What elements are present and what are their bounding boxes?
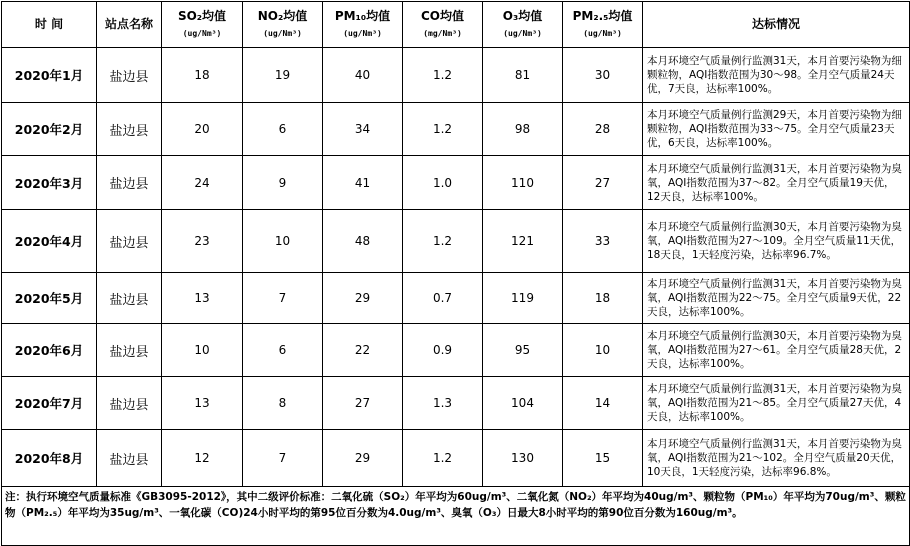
header-unit: (ug/Nm³): [263, 28, 302, 38]
table-row: [2, 324, 910, 377]
pm10-cell: 41: [323, 156, 403, 210]
month-cell: 2020年7月: [2, 377, 97, 430]
site-cell: 盐边县: [97, 48, 162, 103]
status-cell: 本月环境空气质量例行监测31天，本月首要污染物为臭氧，AQI指数范围为21～102。全月空气质量20天优，10天良，1天轻度污染，达标率96.8%。: [643, 430, 910, 487]
so2-cell: 20: [162, 103, 243, 156]
so2-cell: 13: [162, 377, 243, 430]
no2-cell: 6: [243, 324, 323, 377]
no2-cell: 7: [243, 273, 323, 324]
status-cell: 本月环境空气质量例行监测30天，本月首要污染物为臭氧，AQI指数范围为27～61。全月空气质量28天优，2天良，达标率100%。: [643, 324, 910, 377]
status-cell: 本月环境空气质量例行监测31天，本月首要污染物为臭氧，AQI指数范围为21～85。全月空气质量27天优，4天良，达标率100%。: [643, 377, 910, 430]
month-cell: 2020年3月: [2, 156, 97, 210]
pm10-cell: 27: [323, 377, 403, 430]
pm25-cell: 33: [563, 210, 643, 273]
note-row: [2, 487, 910, 546]
header-o3: O₃均值 (ug/Nm³): [483, 2, 563, 48]
header-co: CO均值 (mg/Nm³): [403, 2, 483, 48]
o3-cell: 119: [483, 273, 563, 324]
co-cell: 1.0: [403, 156, 483, 210]
month-cell: 2020年2月: [2, 103, 97, 156]
month-cell: 2020年6月: [2, 324, 97, 377]
co-cell: 0.9: [403, 324, 483, 377]
no2-cell: 8: [243, 377, 323, 430]
header-unit: (mg/Nm³): [423, 28, 462, 38]
pm25-cell: 15: [563, 430, 643, 487]
month-cell: 2020年5月: [2, 273, 97, 324]
pm10-cell: 34: [323, 103, 403, 156]
o3-cell: 110: [483, 156, 563, 210]
so2-cell: 24: [162, 156, 243, 210]
no2-cell: 19: [243, 48, 323, 103]
header-unit: (ug/Nm³): [583, 28, 622, 38]
so2-cell: 13: [162, 273, 243, 324]
header-unit: (ug/Nm³): [343, 28, 382, 38]
table-row: [2, 377, 910, 430]
month-cell: 2020年8月: [2, 430, 97, 487]
table-row: [2, 430, 910, 487]
co-cell: 1.2: [403, 103, 483, 156]
status-cell: 本月环境空气质量例行监测29天，本月首要污染物为细颗粒物，AQI指数范围为33～75。全月空气质量23天优，6天良，达标率100%。: [643, 103, 910, 156]
table-row: [2, 48, 910, 103]
site-cell: 盐边县: [97, 324, 162, 377]
header-so2: SO₂均值 (ug/Nm³): [162, 2, 243, 48]
pm25-cell: 28: [563, 103, 643, 156]
co-cell: 1.2: [403, 48, 483, 103]
o3-cell: 121: [483, 210, 563, 273]
pm10-cell: 48: [323, 210, 403, 273]
co-cell: 1.2: [403, 430, 483, 487]
status-cell: 本月环境空气质量例行监测31天，本月首要污染物为臭氧，AQI指数范围为22～75。全月空气质量9天优，22天良，达标率100%。: [643, 273, 910, 324]
header-pm10: PM₁₀均值 (ug/Nm³): [323, 2, 403, 48]
site-cell: 盐边县: [97, 430, 162, 487]
pm10-cell: 29: [323, 430, 403, 487]
table-row: [2, 103, 910, 156]
header-pm25: PM₂.₅均值 (ug/Nm³): [563, 2, 643, 48]
co-cell: 1.3: [403, 377, 483, 430]
so2-cell: 12: [162, 430, 243, 487]
no2-cell: 6: [243, 103, 323, 156]
o3-cell: 98: [483, 103, 563, 156]
pm25-cell: 30: [563, 48, 643, 103]
table-row: [2, 156, 910, 210]
air-quality-table: [1, 1, 910, 546]
site-cell: 盐边县: [97, 103, 162, 156]
table-row: [2, 210, 910, 273]
status-cell: 本月环境空气质量例行监测31天，本月首要污染物为臭氧，AQI指数范围为37～82。全月空气质量19天优，12天良，达标率100%。: [643, 156, 910, 210]
pm25-cell: 14: [563, 377, 643, 430]
pm10-cell: 29: [323, 273, 403, 324]
header-status: 达标情况: [643, 2, 910, 48]
standard-note: 注：执行环境空气质量标准《GB3095-2012》，其中二级评价标准：二氧化硫（SO₂）年平均为60ug/m³、二氧化氮（NO₂）年平均为40ug/m³、颗粒物（PM₁₀）年平均为70ug/m³、颗粒物（PM₂.₅）年平均为35ug/m³、一氧化碳（CO)24小时平均的第95位百分数为4.0ug/m³、臭氧（O₃）日最大8小时平均的第90位百分数为160ug/m³。: [2, 487, 910, 546]
co-cell: 1.2: [403, 210, 483, 273]
o3-cell: 104: [483, 377, 563, 430]
pm25-cell: 10: [563, 324, 643, 377]
month-cell: 2020年4月: [2, 210, 97, 273]
status-cell: 本月环境空气质量例行监测31天，本月首要污染物为细颗粒物，AQI指数范围为30～98。全月空气质量24天优，7天良，达标率100%。: [643, 48, 910, 103]
so2-cell: 10: [162, 324, 243, 377]
header-site: 站点名称: [97, 2, 162, 48]
no2-cell: 9: [243, 156, 323, 210]
header-time: 时 间: [2, 2, 97, 48]
status-cell: 本月环境空气质量例行监测30天，本月首要污染物为臭氧，AQI指数范围为27～109。全月空气质量11天优，18天良，1天轻度污染，达标率96.7%。: [643, 210, 910, 273]
pm25-cell: 18: [563, 273, 643, 324]
header-unit: (ug/Nm³): [182, 28, 222, 38]
month-cell: 2020年1月: [2, 48, 97, 103]
site-cell: 盐边县: [97, 156, 162, 210]
so2-cell: 23: [162, 210, 243, 273]
site-cell: 盐边县: [97, 377, 162, 430]
no2-cell: 10: [243, 210, 323, 273]
so2-cell: 18: [162, 48, 243, 103]
header-unit: (ug/Nm³): [503, 28, 542, 38]
o3-cell: 81: [483, 48, 563, 103]
site-cell: 盐边县: [97, 210, 162, 273]
co-cell: 0.7: [403, 273, 483, 324]
no2-cell: 7: [243, 430, 323, 487]
pm10-cell: 40: [323, 48, 403, 103]
o3-cell: 95: [483, 324, 563, 377]
o3-cell: 130: [483, 430, 563, 487]
table-header-row: [2, 2, 910, 48]
pm10-cell: 22: [323, 324, 403, 377]
pm25-cell: 27: [563, 156, 643, 210]
table-row: [2, 273, 910, 324]
header-no2: NO₂均值 (ug/Nm³): [243, 2, 323, 48]
site-cell: 盐边县: [97, 273, 162, 324]
